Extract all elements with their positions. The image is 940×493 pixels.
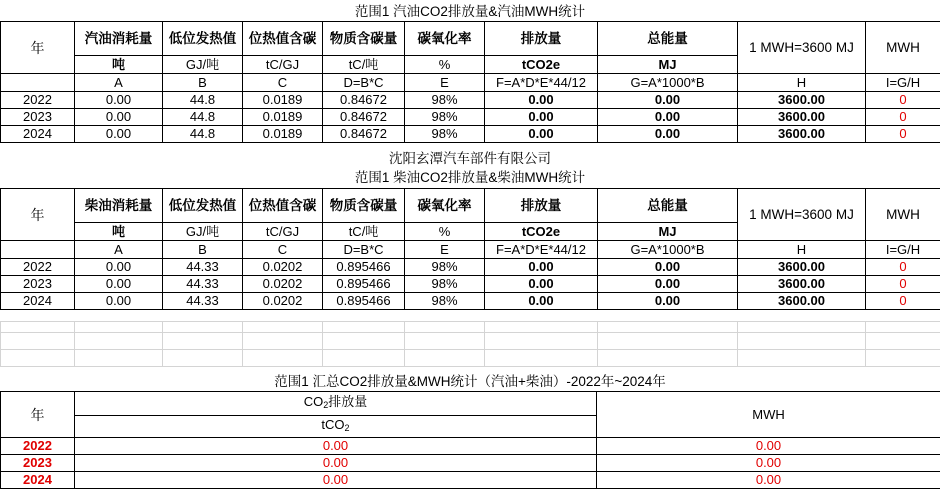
cell: 3600.00 <box>738 109 866 126</box>
formula-cell: B <box>163 241 243 259</box>
total-energy-header: 总能量 <box>598 22 738 56</box>
unit-cell: GJ/吨 <box>163 223 243 241</box>
cell: 0 <box>866 126 940 143</box>
company-name: 沈阳玄潭汽车部件有限公司 <box>389 151 551 166</box>
cell: 0.0202 <box>243 293 323 310</box>
heat-value-header: 低位发热值 <box>163 22 243 56</box>
year-cell: 2022 <box>1 259 75 276</box>
cell: 98% <box>405 126 485 143</box>
unit-cell: 吨 <box>75 223 163 241</box>
cell: 98% <box>405 109 485 126</box>
cell: 0.84672 <box>323 126 405 143</box>
cell: 44.8 <box>163 109 243 126</box>
oxidation-rate-header: 碳氧化率 <box>405 22 485 56</box>
cell: 0.00 <box>598 293 738 310</box>
formula-cell: D=B*C <box>323 74 405 92</box>
total-energy-header: 总能量 <box>598 189 738 223</box>
cell: 0.00 <box>598 92 738 109</box>
formula-cell: C <box>243 241 323 259</box>
cell: 44.8 <box>163 92 243 109</box>
formula-cell: C <box>243 74 323 92</box>
table-row <box>1 276 940 293</box>
cell: 0.00 <box>75 293 163 310</box>
table1 <box>0 21 940 143</box>
cell: 0 <box>866 293 940 310</box>
unit-cell: tC/GJ <box>243 223 323 241</box>
emission-header: 排放量 <box>485 189 598 223</box>
cell: 0.00 <box>485 259 598 276</box>
unit-cell: MJ <box>598 223 738 241</box>
cell: 0.00 <box>75 472 597 489</box>
unit-cell: 吨 <box>75 56 163 74</box>
formula-cell: G=A*1000*B <box>598 241 738 259</box>
summary-table <box>0 391 940 489</box>
year-cell: 2023 <box>1 455 75 472</box>
cell: 0.00 <box>485 276 598 293</box>
summary-title: 范围1 汇总CO2排放量&MWH统计（汽油+柴油）-2022年~2024年 <box>274 374 666 389</box>
cell: 0.00 <box>485 126 598 143</box>
cell: 0.00 <box>75 109 163 126</box>
cell: 44.33 <box>163 259 243 276</box>
cell: 0.00 <box>598 259 738 276</box>
cell: 0.00 <box>485 92 598 109</box>
mwh-header: MWH <box>597 392 940 438</box>
cell: 3600.00 <box>738 92 866 109</box>
heat-value-header: 低位发热值 <box>163 189 243 223</box>
cell: 0.84672 <box>323 92 405 109</box>
year-cell: 2022 <box>1 92 75 109</box>
cell: 44.33 <box>163 276 243 293</box>
year-cell: 2024 <box>1 126 75 143</box>
formula-cell: H <box>738 241 866 259</box>
cell: 0.00 <box>75 438 597 455</box>
cell: 0.84672 <box>323 109 405 126</box>
year-cell: 2023 <box>1 276 75 293</box>
cell: 0.00 <box>75 455 597 472</box>
carbon-content-header: 物质含碳量 <box>323 189 405 223</box>
oxidation-rate-header: 碳氧化率 <box>405 189 485 223</box>
unit-cell: MJ <box>598 56 738 74</box>
cell: 0.00 <box>597 455 940 472</box>
formula-cell <box>1 74 75 92</box>
unit-cell: tC/吨 <box>323 223 405 241</box>
unit-cell: tC/吨 <box>323 56 405 74</box>
unit-cell: tC/GJ <box>243 56 323 74</box>
consumption-header: 柴油消耗量 <box>75 189 163 223</box>
table-row <box>1 126 940 143</box>
unit-cell: tCO2e <box>485 223 598 241</box>
cell: 0 <box>866 109 940 126</box>
mwh-header: MWH <box>866 22 940 74</box>
formula-cell: B <box>163 74 243 92</box>
cell: 44.33 <box>163 293 243 310</box>
unit-cell: tCO2e <box>485 56 598 74</box>
formula-cell: I=G/H <box>866 74 940 92</box>
table2 <box>0 188 940 310</box>
cell: 0.00 <box>598 109 738 126</box>
cell: 98% <box>405 259 485 276</box>
conversion-header: 1 MWH=3600 MJ <box>738 22 866 74</box>
empty-grid <box>0 321 940 367</box>
year-cell: 2024 <box>1 472 75 489</box>
table-row <box>1 92 940 109</box>
year-header: 年 <box>1 392 75 438</box>
carbon-per-heat-header: 位热值含碳 <box>243 22 323 56</box>
formula-cell: A <box>75 74 163 92</box>
year-cell: 2022 <box>1 438 75 455</box>
year-cell: 2024 <box>1 293 75 310</box>
cell: 0.895466 <box>323 293 405 310</box>
formula-cell: D=B*C <box>323 241 405 259</box>
cell: 0.00 <box>598 276 738 293</box>
cell: 0.0202 <box>243 276 323 293</box>
table-row <box>1 472 940 489</box>
table1-title: 范围1 汽油CO2排放量&汽油MWH统计 <box>354 4 586 19</box>
table-row <box>1 109 940 126</box>
year-header: 年 <box>1 22 75 74</box>
cell: 0 <box>866 92 940 109</box>
formula-cell <box>1 241 75 259</box>
unit-cell: GJ/吨 <box>163 56 243 74</box>
table-row <box>1 293 940 310</box>
year-cell: 2023 <box>1 109 75 126</box>
cell: 0.00 <box>598 126 738 143</box>
carbon-content-header: 物质含碳量 <box>323 22 405 56</box>
cell: 0.0189 <box>243 126 323 143</box>
cell: 0.00 <box>75 92 163 109</box>
cell: 0 <box>866 276 940 293</box>
cell: 0.00 <box>75 276 163 293</box>
cell: 98% <box>405 92 485 109</box>
cell: 44.8 <box>163 126 243 143</box>
cell: 0.00 <box>485 109 598 126</box>
mwh-header: MWH <box>866 189 940 241</box>
formula-cell: H <box>738 74 866 92</box>
unit-cell: % <box>405 223 485 241</box>
conversion-header: 1 MWH=3600 MJ <box>738 189 866 241</box>
formula-cell: F=A*D*E*44/12 <box>485 74 598 92</box>
table2-title: 范围1 柴油CO2排放量&柴油MWH统计 <box>354 170 586 185</box>
year-header: 年 <box>1 189 75 241</box>
table-row <box>1 259 940 276</box>
cell: 0.00 <box>75 126 163 143</box>
cell: 0.00 <box>597 472 940 489</box>
unit-cell: % <box>405 56 485 74</box>
cell: 3600.00 <box>738 293 866 310</box>
carbon-per-heat-header: 位热值含碳 <box>243 189 323 223</box>
formula-cell: E <box>405 74 485 92</box>
co2-unit: tCO$_2$ <box>75 416 597 438</box>
co2-header: $CO_2$排放量 <box>75 392 597 416</box>
emission-header: 排放量 <box>485 22 598 56</box>
cell: 0.0202 <box>243 259 323 276</box>
table-row <box>1 438 940 455</box>
cell: 3600.00 <box>738 126 866 143</box>
cell: 3600.00 <box>738 276 866 293</box>
cell: 0 <box>866 259 940 276</box>
cell: 0.895466 <box>323 276 405 293</box>
formula-cell: A <box>75 241 163 259</box>
consumption-header: 汽油消耗量 <box>75 22 163 56</box>
cell: 98% <box>405 276 485 293</box>
formula-cell: I=G/H <box>866 241 940 259</box>
cell: 0.0189 <box>243 109 323 126</box>
cell: 0.0189 <box>243 92 323 109</box>
table-row <box>1 455 940 472</box>
cell: 98% <box>405 293 485 310</box>
cell: 0.00 <box>597 438 940 455</box>
cell: 0.895466 <box>323 259 405 276</box>
cell: 3600.00 <box>738 259 866 276</box>
formula-cell: E <box>405 241 485 259</box>
cell: 0.00 <box>485 293 598 310</box>
formula-cell: F=A*D*E*44/12 <box>485 241 598 259</box>
cell: 0.00 <box>75 259 163 276</box>
formula-cell: G=A*1000*B <box>598 74 738 92</box>
